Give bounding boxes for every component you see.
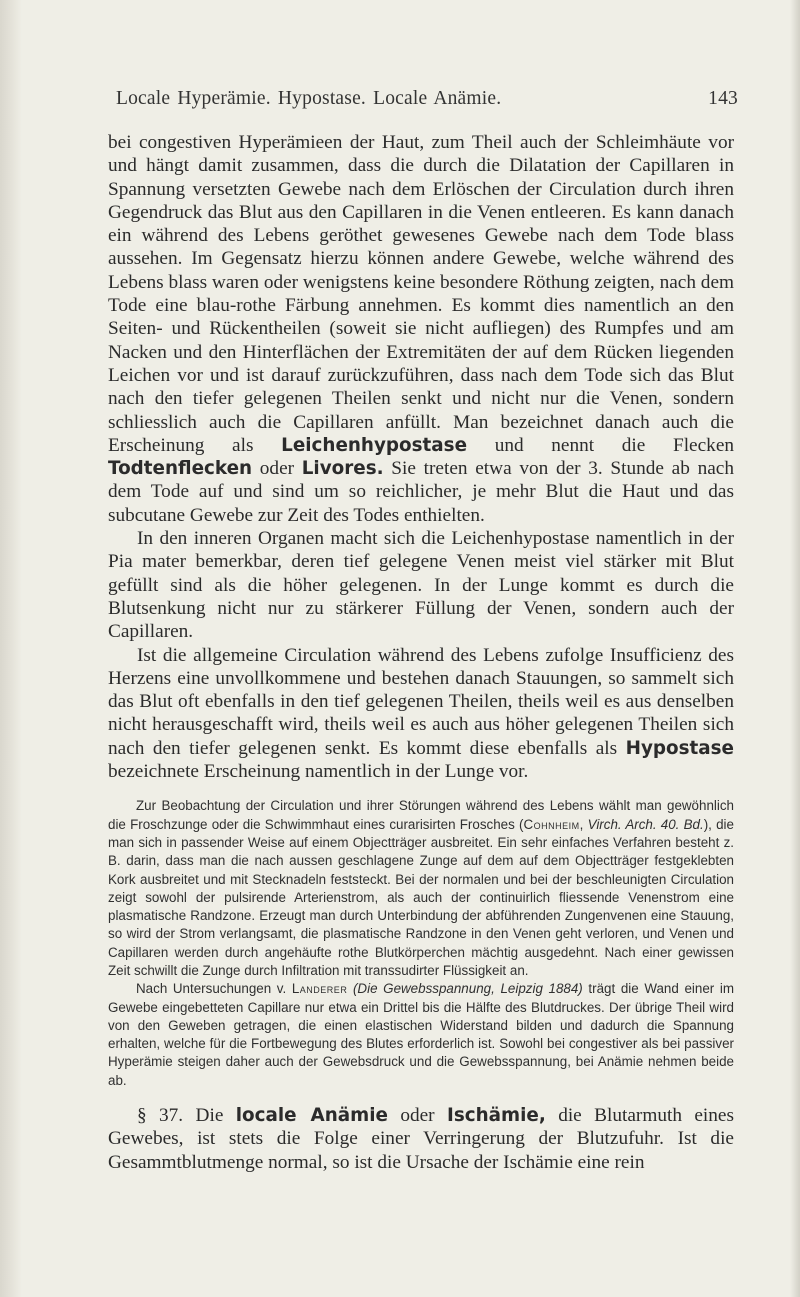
p1-text-4: Sie treten etwa von der 3. Stunde ab nach dem Tode auf und sind um so reichlicher, je mehr Blut die Haut und das subcutane Gewebe zur Zeit des Todes enthielten. [108, 458, 734, 526]
note1-text-1: Zur Beobachtung der Circulation und ihrer Störungen während des Lebens wählt man gewöhnlich die Froschzunge oder die Schwimmhaut eines curarisirten Frosches ( [108, 798, 734, 832]
paragraph-locale-anaemie [108, 1104, 734, 1174]
s-text-2: oder [400, 1105, 435, 1127]
paragraph-leichenhypostase [108, 131, 734, 527]
term-todtenflecken: Todtenflecken [108, 458, 253, 480]
main-text [108, 131, 734, 783]
note-circulation-observation [108, 797, 734, 980]
note1-author: Cohnheim [523, 816, 580, 832]
p1-text-3: oder [259, 458, 295, 480]
fine-print-notes [108, 797, 734, 1090]
s-text-3: die Blutarmuth eines Gewebes, ist stets die Folge einer Verringerung der Blutzufuhr. Ist die Gesammtblutmenge normal, so ist die Ursache der Ischämie eine rein [108, 1105, 734, 1173]
term-locale-anaemie: locale Anämie [235, 1105, 388, 1127]
p3-text-1: Ist die allgemeine Circulation während des Lebens zufolge Insufficienz des Herzens eine unvollkommene und bestehen danach Stauungen, so sammelt sich das Blut oft ebenfalls in den tief gelegenen Theilen, theils weil es aus denselben nicht herausgeschafft wird, theils weil es auch aus höher gelegenen Theilen sich nach den tiefer gelegenen senkt. Es kommt diese ebenfalls als [108, 644, 734, 759]
term-hypostase: Hypostase [625, 737, 734, 759]
p1-text-2: und nennt die Flecken [494, 434, 735, 456]
note1-text-2: , [579, 816, 584, 832]
running-title: Locale Hyperämie. Hypostase. Locale Anämie. [116, 88, 502, 109]
section-number: § 37. [137, 1105, 184, 1127]
page-gutter-shadow [0, 0, 22, 1297]
note2-text-1: Nach Untersuchungen v. [136, 981, 287, 997]
running-head [108, 88, 738, 114]
paragraph-hypostase [108, 644, 734, 784]
section-37 [108, 1104, 734, 1174]
p3-text-2: bezeichnete Erscheinung namentlich in der Lunge vor. [108, 761, 529, 783]
note2-text-2: trägt die Wand einer im Gewebe eingebetteten Capillare nur etwa ein Drittel bis die Hälfte des Blutdruckes. Der übrige Theil wird von den Geweben getragen, die einen elastischen Widerstand bilden und dadurch die Spannung erhalten, welche für die Fortbewegung des Blutes erforderlich ist. Sowohl bei congestiver als bei passiver Hyperämie steigen daher auch der Gewebsdruck und die Gewebsspannung, bei Anämie nehmen beide ab. [108, 981, 734, 1088]
book-page [108, 88, 738, 1174]
note1-citation: Virch. Arch. 40. Bd. [587, 816, 704, 832]
note1-text-3: ), die man sich in passender Weise auf einem Objectträger ausbreitet. Ein sehr einfaches Verfahren besteht z. B. darin, dass man die nach aussen geschlagene Zunge auf dem auf dem Objectträger festgeklebten Kork ausbreitet und mit Stecknadeln feststeckt. Bei der normalen und bei der beschleunigten Circulation zeigt sowohl der pulsirende Arterienstrom, als auch der continuirlich fliessende Venenstrom eine plasmatische Randzone. Erzeugt man durch Unterbindung der abführenden Zungenvenen eine Stauung, so wird der Strom verlangsamt, die plasmatische Randzone in den Venen geht verloren, und Venen und Capillaren werden durch angehäufte rothe Blutkörperchen mächtig ausgedehnt. Nach einer gewissen Zeit schwillt die Zunge durch Infiltration mit transsudirter Flüssigkeit an. [108, 816, 734, 978]
page-number: 143 [708, 88, 738, 109]
paragraph-inner-organs: In den inneren Organen macht sich die Leichenhypostase namentlich in der Pia mater bemerkbar, deren tief gelegene Venen meist viel stärker mit Blut gefüllt sind als die höher gelegenen. In der Lunge kommt es durch die Blutsenkung nicht nur zu stärkerer Füllung der Venen, sondern auch der Capillaren. [108, 528, 734, 643]
note2-author: Landerer [291, 981, 348, 997]
note-landerer [108, 980, 734, 1090]
s-text-1: Die [195, 1105, 224, 1127]
term-livores: Livores. [301, 458, 384, 480]
note2-citation: (Die Gewebsspannung, Leipzig 1884) [352, 981, 583, 997]
p1-text-1: bei congestiven Hyperämieen der Haut, zum Theil auch der Schleimhäute vor und hängt damit zusammen, dass die durch die Dilatation der Capillaren in Spannung versetzten Gewebe nach dem Erlöschen der Circulation durch ihren Gegendruck das Blut aus den Capillaren in die Venen entleeren. Es kann danach ein während des Lebens geröthet gewesenes Gewebe nach dem Tode blass aussehen. Im Gegensatz hierzu können andere Gewebe, welche während des Lebens blass waren oder wenigstens keine besondere Röthung zeigten, nach dem Tode eine blau-rothe Färbung annehmen. Es kommt dies namentlich an den Seiten- und Rückentheilen (soweit sie nicht aufliegen) des Rumpfes und am Nacken und den Hinterflächen der Extremitäten der auf dem Rücken liegenden Leichen vor und ist darauf zurückzuführen, dass nach dem Tode sich das Blut nach den tiefer gelegenen Theilen senkt und nicht nur die Venen, sondern schliesslich auch die Capillaren anfüllt. Man bezeichnet danach auch die Erscheinung als [108, 132, 734, 456]
term-leichenhypostase: Leichenhypostase [281, 434, 468, 456]
page-edge-shadow [790, 0, 800, 1297]
term-ischaemie: Ischämie, [447, 1105, 546, 1127]
